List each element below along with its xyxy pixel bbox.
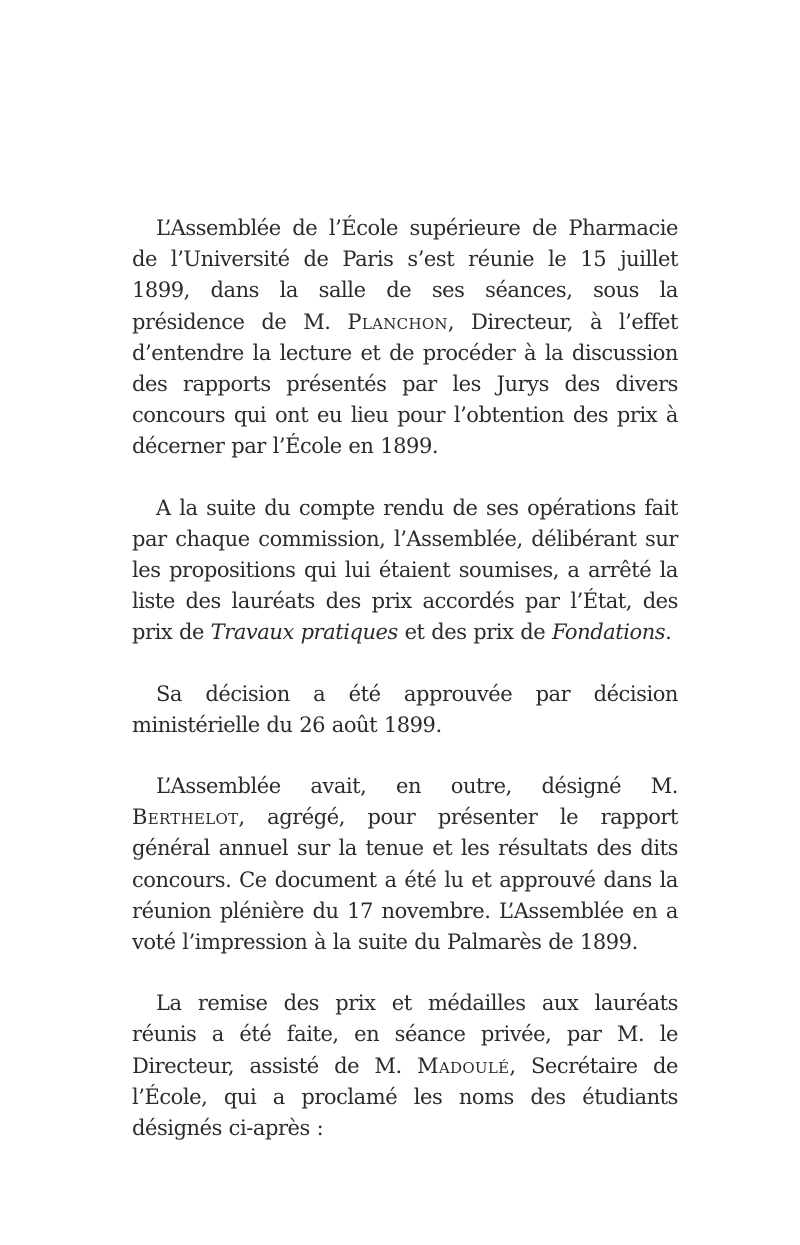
name-planchon: Planchon — [347, 309, 448, 334]
paragraph-laureates-list: A la suite du compte rendu de ses opérations fait par chaque commission, l’Assemblée, délibérant sur les propositions qui lui étaient soumises, a arrêté la liste des lauréats des prix accordés par l’État, des prix de Travaux pratiques et des prix de Fondations. — [132, 495, 678, 645]
body-text — [132, 213, 678, 1174]
italic-travaux-pratiques: Travaux pratiques — [210, 620, 398, 645]
name-berthelot: Berthelot — [132, 805, 239, 830]
paragraph-general-report: L’Assemblée avait, en outre, désigné M. Berthelot, agrégé, pour présenter le rapport général annuel sur la tenue et les résultats des dits concours. Ce document a été lu et approuvé dans la réunion plénière du 17 novembre. L’Assemblée en a voté l’impression à la suite du Palmarès de 1899. — [132, 774, 678, 955]
paragraph-prize-ceremony: La remise des prix et médailles aux lauréats réunis a été faite, en séance privée, par M. le Directeur, assisté de M. Madoulé, Secrétaire de l’École, qui a proclamé les noms des étudiants désignés ci-après : — [132, 991, 678, 1141]
name-madoule: Madoulé — [417, 1053, 510, 1078]
italic-fondations: Fondations — [551, 620, 666, 645]
paragraph-assembly-meeting: L’Assemblée de l’École supérieure de Pharmacie de l’Université de Paris s’est réunie le 15 juillet 1899, dans la salle de ses séances, sous la présidence de M. Planchon, Directeur, à l’effet d’entendre la lecture et de procéder à la discussion des rapports présentés par les Jurys des divers concours qui ont eu lieu pour l’obtention des prix à décerner par l’École en 1899. — [132, 216, 678, 459]
paragraph-ministerial-approval: Sa décision a été approuvée par décision ministérielle du 26 août 1899. — [132, 681, 678, 737]
